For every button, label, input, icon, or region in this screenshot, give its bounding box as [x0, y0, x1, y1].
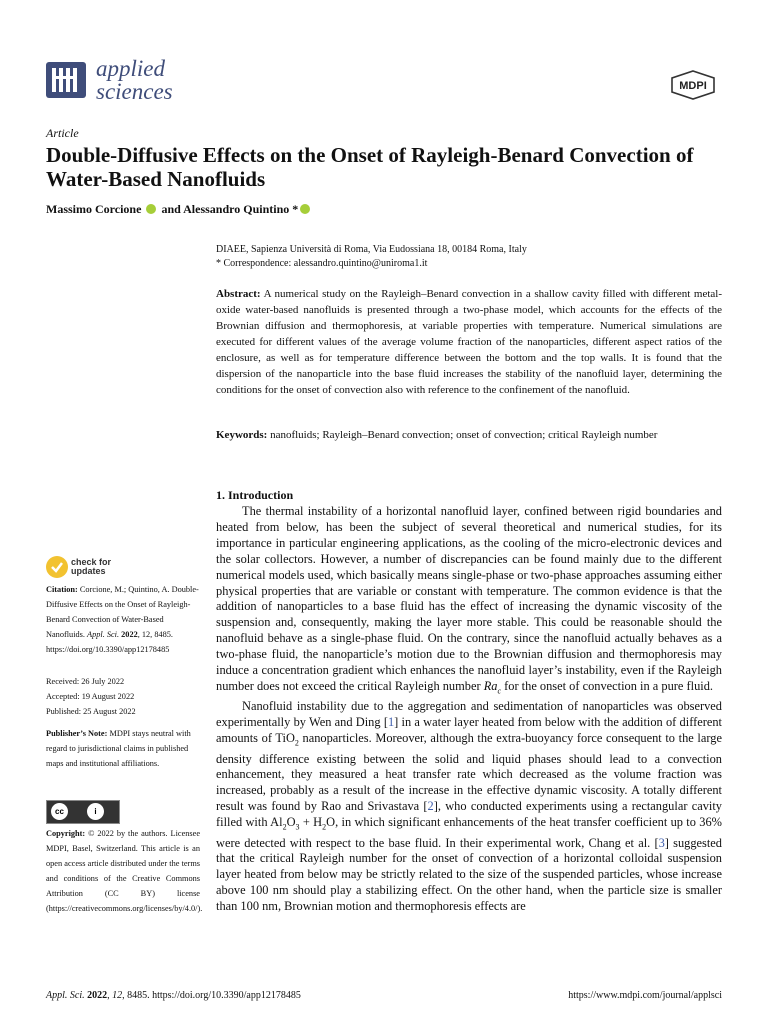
paragraph: Nanofluid instability due to the aggregation and sedimentation of nanoparticles was observed experimentally by Wen and Ding [1] in a water layer heated from below with the addition of different amounts of TiO$_2$ nanoparticles. Moreover, although the extra-buoyancy force consequent to the large density difference existing between the solid and liquid phases should lead to a convection enhancement, they measured a heat transfer rate which decreased as the volume fraction was increased, probably as a result of the increase in the effective dynamic viscosity. A totally different result was found by Rao and Srivastava [2], who conducted experiments using a rectangular cavity filled with $Al_2O_3 + H_2O$, in which significant enhancements of the heat transfer coefficient up to 36% were detected with respect to the base fluid. In their experimental work, Chang et al. [3] suggested that the critical Rayleigh number for the onset of convection of a horizontal colloidal suspension layer heated from below may be strictly related to the size of the suspended particles, whose increase above 100 nm should play a stabilizing effect. On the other hand, when the particle size is smaller than 100 nm, Brownian motion and thermophoresis effects are — [216, 699, 722, 914]
journal-logo-icon — [46, 62, 86, 98]
article-type: Article — [46, 126, 79, 140]
authors: Massimo Corcione and Alessandro Quintino * — [46, 202, 312, 217]
body-text — [216, 504, 722, 915]
dates: Received: 26 July 2022 Accepted: 19 August 2022 Published: 25 August 2022 — [46, 677, 136, 716]
section-heading: 1. Introduction — [216, 488, 294, 502]
svg-text:MDPI: MDPI — [679, 80, 707, 92]
author-link[interactable]: Massimo Corcione — [46, 202, 142, 216]
citation: Citation: Corcione, M.; Quintino, A. Double-Diffusive Effects on the Onset of Rayleigh-Benard Convection of Water-Based Nanofluids. Appl. Sci. 2022, 12, 8485. https://doi.org/10.3390/app12178485 — [46, 585, 199, 654]
orcid-icon[interactable] — [300, 204, 310, 214]
copyright: Copyright: © 2022 by the authors. Licensee MDPI, Basel, Switzerland. This article is an open access article distributed under the terms and conditions of the Creative Commons Attribution (CC BY) license (https://creativecommons.org/licenses/by/4.0/). — [46, 829, 203, 913]
author-link[interactable]: and Alessandro Quintino — [161, 202, 290, 216]
publisher-note: Publisher’s Note: MDPI stays neutral with regard to jurisdictional claims in published maps and institutional affiliations. — [46, 729, 191, 768]
doi-link[interactable]: , 12, 8485. https://doi.org/10.3390/app12178485 — [46, 630, 173, 654]
paragraph: The thermal instability of a horizontal nanofluid layer, confined between rigid boundaries and heated from below, has been the subject of several theoretical and numerical studies, for its importance in particular engineering applications, as the cooling of the micro-electronic devices and the solar collectors. However, a number of discrepancies can be found mainly due to the different numerical models used, which basically means single-phase or two-phase approaches assuming either physical properties that are variable or constant with temperature. The common evidence is that the addition of nanoparticles to a base fluid has the effect of increasing the dynamic viscosity of the suspension and, consequently, making the layer more stable. This could be reasonable should the nanofluid behave as a single-phase fluid. On the contrary, since the nanofluid actually behaves as a two-phase fluid, the nanoparticle’s motion due to the Brownian diffusion and thermophoresis may induce a concentration gradient which enhances the nanofluid layer’s instability, even if the Rayleigh number does not exceed the critical Rayleigh number $Ra_c$ for the onset of convection in a pure fluid. — [216, 504, 722, 696]
orcid-icon[interactable] — [146, 204, 156, 214]
keywords: Keywords: nanofluids; Rayleigh–Benard convection; onset of convection; critical Rayleigh number — [216, 429, 658, 441]
reference-link[interactable]: 3 — [658, 835, 665, 850]
check-icon — [46, 556, 68, 578]
footer-journal-url[interactable]: https://www.mdpi.com/journal/applsci — [568, 990, 722, 1001]
correspondence: * Correspondence: alessandro.quintino@uniroma1.it — [216, 258, 428, 269]
mdpi-logo-icon — [670, 70, 716, 100]
abstract: Abstract: A numerical study on the Rayleigh–Benard convection in a shallow cavity filled with different metal-oxide water-based nanofluids is presented through a two-phase model, which accounts for the effects of the Brownian diffusion and thermophoresis, at variable properties with temperature. Numerical simulations are executed for different values of the average volume fraction of the nanoparticles, different aspect ratios of the enclosure, as well as for temperature difference between the bottom and the top walls. It is found that the dispersion of the nanoparticle into the base fluid increases the stability of the nanofluid layer, determining the conditions for the onset of convection also with reference to the confinement of the nanofluid. — [216, 288, 722, 396]
journal-name: applied sciences — [96, 56, 173, 104]
footer-citation: Appl. Sci. 2022, 12, 8485. https://doi.org/10.3390/app12178485 — [46, 990, 301, 1001]
reference-link[interactable]: 2 — [427, 799, 434, 814]
reference-link[interactable]: 1 — [387, 715, 395, 730]
paper-title: Double-Diffusive Effects on the Onset of Rayleigh-Benard Convection of Water-Based Nanofluids — [46, 143, 694, 191]
affiliation: DIAEE, Sapienza Università di Roma, Via Eudossiana 18, 00184 Roma, Italy * Correspondence: alessandro.quintino@uniroma1.it — [216, 244, 527, 269]
check-for-updates-button[interactable]: check for updates — [46, 556, 136, 580]
cc-by-license-icon[interactable]: cc i BY — [46, 800, 120, 824]
